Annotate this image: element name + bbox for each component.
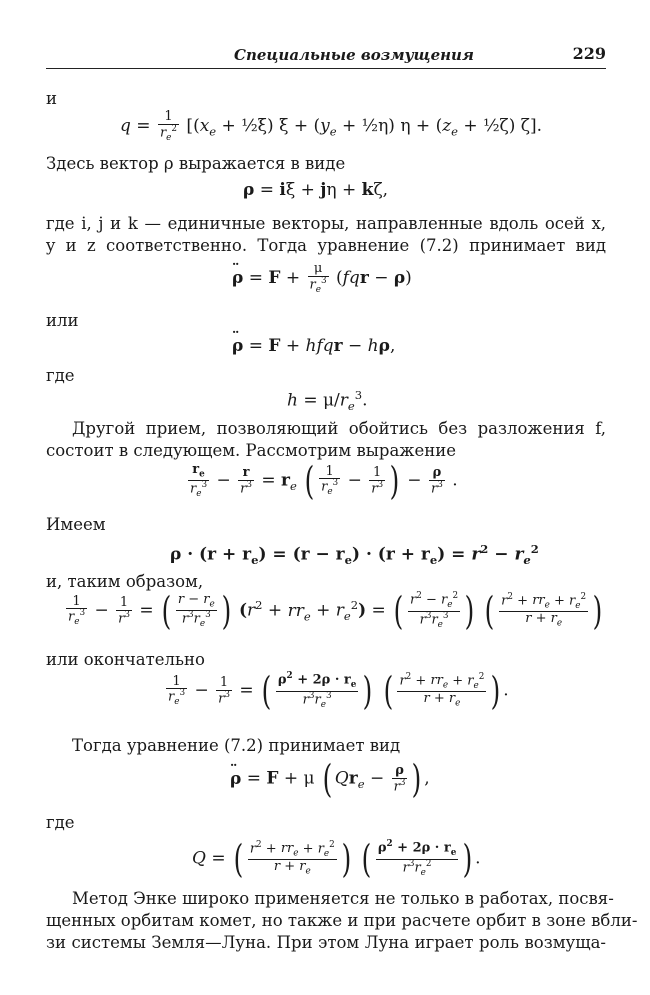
- where-2: где: [46, 813, 75, 832]
- equation-rho-ddot-2: ·· ρ = F + hfqr − hρ,: [232, 336, 395, 356]
- page-header: [46, 40, 606, 68]
- we-have: Имеем: [46, 515, 106, 534]
- running-title: Специальные возмущения: [234, 46, 474, 64]
- paragraph-unit-vectors-2: y и z соответственно. Тогда уравнение (7.2) принимает вид: [46, 236, 606, 255]
- paragraph-encke-2: щенных орбитам комет, но также и при расчете орбит в зоне вбли-: [46, 911, 638, 930]
- equation-final-difference: $\frac{1}{r_e^3}$ − $\frac{1}{r^3}$ = ( $\frac{\rho^2 + 2\rho \cdot r_e}{r^3r_e^3}$ ) ( $\frac{r^2 + rr_e + r_e^2}{r + r_e}$ ) .: [168, 669, 509, 713]
- where-1: где: [46, 366, 75, 385]
- header-rule: [46, 68, 606, 69]
- or-1: или: [46, 311, 79, 330]
- paragraph-unit-vectors-1: где i, j и k — единичные векторы, направленные вдоль осей x,: [46, 214, 606, 233]
- and-thus: и, таким образом,: [46, 572, 204, 591]
- equation-Q: Q = ( $\frac{r^2 + rr_e + r_e^2}{r + r_e}$ ) ( $\frac{\rho^2 + 2\rho \cdot r_e}{r^3r_e^2}$ ) .: [192, 837, 481, 881]
- equation-rho-ddot-1: ·· ρ = F + $\frac{\mu}{r_e^3}$ (fqr − ρ): [232, 262, 412, 295]
- equation-rho-ddot-3: ·· ρ = F + μ ( $Qr_e$ − $\frac{\rho}{r^3}$ ) ,: [230, 760, 430, 798]
- paragraph-encke-3: зи системы Земля—Луна. При этом Луна играет роль возмуща-: [46, 933, 606, 952]
- equation-dot-product: $\rho \cdot (r + r_e) = (r - r_e) \cdot (r + r_e) = r^2 - r_e^2$: [170, 542, 539, 568]
- equation-h: $h = \mu/r_e^3$.: [287, 388, 368, 414]
- conjunction-and: и: [46, 89, 57, 108]
- paragraph-other-method-2: состоит в следующем. Рассмотрим выражение: [46, 441, 457, 460]
- paragraph-vector-intro: Здесь вектор ρ выражается в виде: [46, 154, 346, 173]
- paragraph-encke-1: Метод Энке широко применяется не только в работах, посвя-: [72, 889, 614, 908]
- then-equation: Тогда уравнение (7.2) принимает вид: [72, 736, 401, 755]
- or-finally: или окончательно: [46, 650, 205, 669]
- page-number: 229: [572, 44, 606, 63]
- equation-q: q = $\frac{1}{r_e^2}$ [($x_e$ + ½ξ) $\xi + (y_e$ + ½η) $\eta + (z_e$ + ½ζ) ζ].: [120, 109, 543, 143]
- equation-rho-components: ρ = iξ + jη + kζ,: [243, 180, 389, 200]
- equation-difference: $\frac{r_e}{r_e^3}$ − $\frac{r}{r^3}$ = $r_e$ ( $\frac{1}{r_e^3}$ − $\frac{1}{r^3}$ ) − $\frac{\rho}{r^3}$ .: [190, 459, 458, 503]
- equation-expansion: $\frac{1}{r_e^3}$ − $\frac{1}{r^3}$ = ( $\frac{r - r_e}{r^3r_e^3}$ ) $(r^2 + rr_e + r_e^2)$ = ( $\frac{r^2 - r_e^2}{r^3r_e^3}$ ) ( $\frac{r^2 + rr_e + r_e^2}{r + r_e}$ ): [68, 589, 603, 633]
- paragraph-other-method-1: Другой прием, позволяющий обойтись без разложения f,: [72, 419, 606, 438]
